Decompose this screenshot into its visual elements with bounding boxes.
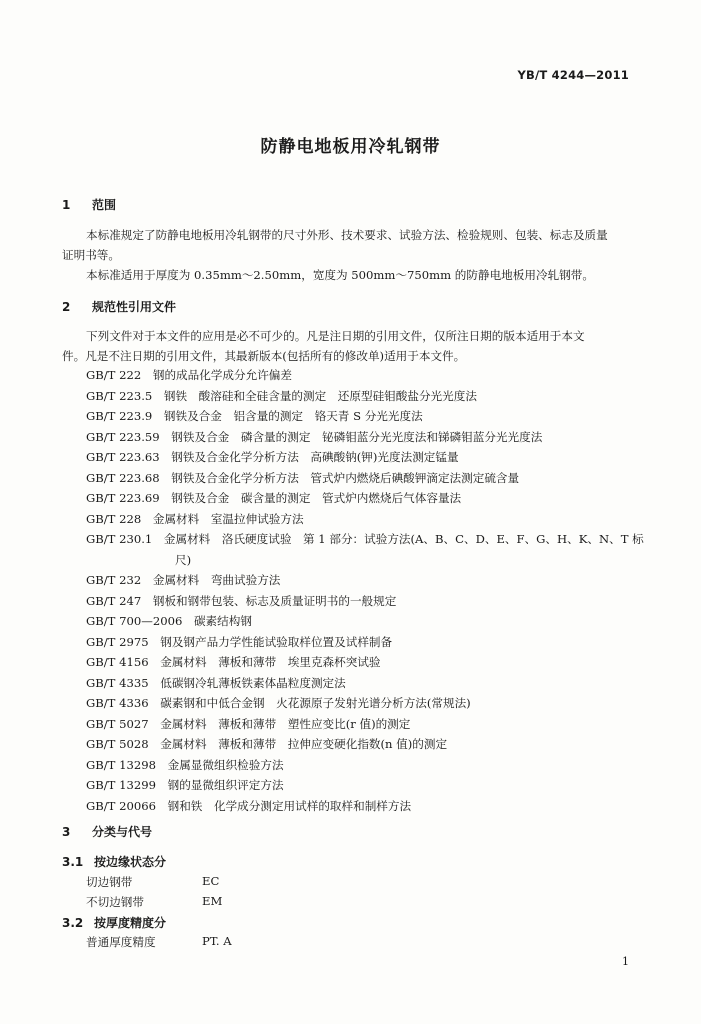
reference-item bbox=[86, 449, 459, 465]
reference-item bbox=[86, 470, 519, 486]
subsection-number: 3.2 bbox=[62, 916, 84, 930]
reference-title: 钢铁及合金 磷含量的测定 铋磷钼蓝分光光度法和锑磷钼蓝分光光度法 bbox=[171, 430, 543, 444]
section-title: 分类与代号 bbox=[92, 825, 153, 839]
reference-title: 钢板和钢带包装、标志及质量证明书的一般规定 bbox=[152, 594, 397, 608]
reference-item bbox=[86, 511, 304, 527]
reference-title: 钢的显微组织评定方法 bbox=[167, 778, 284, 792]
reference-code: GB/T 247 bbox=[86, 594, 142, 608]
reference-title: 钢和铁 化学成分测定用试样的取样和制样方法 bbox=[167, 799, 412, 813]
subsection-number: 3.1 bbox=[62, 855, 84, 869]
reference-title: 钢铁及合金化学分析方法 高碘酸钠(钾)光度法测定锰量 bbox=[171, 450, 459, 464]
classification-code: PT. A bbox=[202, 934, 232, 948]
reference-item bbox=[86, 654, 381, 670]
reference-title: 钢铁及合金 铝含量的测定 铬天青 S 分光光度法 bbox=[163, 409, 423, 423]
section-1-paragraph-2: 本标准适用于厚度为 0.35mm～2.50mm，宽度为 500mm～750mm 的防静电地板用冷轧钢带。 bbox=[86, 268, 594, 282]
section-1-heading bbox=[62, 196, 116, 213]
classification-label: 不切边钢带 bbox=[86, 895, 144, 909]
reference-code: GB/T 2975 bbox=[86, 635, 149, 649]
section-number: 1 bbox=[62, 198, 71, 212]
reference-title: 钢及钢产品力学性能试验取样位置及试样制备 bbox=[160, 635, 393, 649]
reference-item bbox=[86, 429, 542, 445]
reference-title: 金属材料 弯曲试验方法 bbox=[152, 573, 281, 587]
reference-code: GB/T 232 bbox=[86, 573, 142, 587]
reference-code: GB/T 4335 bbox=[86, 676, 149, 690]
section-title: 规范性引用文件 bbox=[92, 300, 177, 314]
reference-code: GB/T 222 bbox=[86, 368, 142, 382]
reference-code: GB/T 228 bbox=[86, 512, 142, 526]
section-1-paragraph-1-line-1: 本标准规定了防静电地板用冷轧钢带的尺寸外形、技术要求、试验方法、检验规则、包装、标志及质量 bbox=[86, 228, 608, 242]
reference-item bbox=[86, 675, 346, 691]
document-title: 防静电地板用冷轧钢带 bbox=[260, 137, 441, 157]
reference-item bbox=[86, 593, 396, 609]
reference-item bbox=[86, 408, 423, 424]
reference-code: GB/T 700—2006 bbox=[86, 614, 183, 628]
classification-code: EC bbox=[202, 874, 220, 888]
reference-title: 金属材料 室温拉伸试验方法 bbox=[152, 512, 304, 526]
reference-code: GB/T 223.9 bbox=[86, 409, 153, 423]
reference-item bbox=[86, 367, 292, 383]
reference-code: GB/T 5028 bbox=[86, 737, 149, 751]
reference-title-continuation: 尺) bbox=[175, 553, 192, 567]
reference-title: 碳素钢和中低合金钢 火花源原子发射光谱分析方法(常规法) bbox=[160, 696, 471, 710]
section-3-heading bbox=[62, 823, 152, 840]
section-2-intro-line-1: 下列文件对于本文件的应用是必不可少的。凡是注日期的引用文件，仅所注日期的版本适用于本文 bbox=[86, 329, 585, 343]
reference-item bbox=[86, 531, 644, 547]
reference-item bbox=[86, 757, 284, 773]
reference-code: GB/T 13298 bbox=[86, 758, 156, 772]
page-number: 1 bbox=[622, 955, 629, 968]
reference-item bbox=[86, 490, 461, 506]
reference-code: GB/T 223.63 bbox=[86, 450, 160, 464]
subsection-title: 按厚度精度分 bbox=[94, 916, 167, 930]
section-title: 范围 bbox=[92, 198, 117, 212]
reference-item bbox=[86, 736, 447, 752]
reference-title: 金属材料 洛氏硬度试验 第 1 部分：试验方法(A、B、C、D、E、F、G、H、K、N、T 标 bbox=[163, 532, 644, 546]
reference-title: 钢铁及合金化学分析方法 管式炉内燃烧后碘酸钾滴定法测定硫含量 bbox=[171, 471, 520, 485]
reference-title: 金属材料 薄板和薄带 埃里克森杯突试验 bbox=[160, 655, 381, 669]
reference-title: 钢铁 酸溶硅和全硅含量的测定 还原型硅钼酸盐分光光度法 bbox=[163, 389, 477, 403]
reference-title: 钢铁及合金 碳含量的测定 管式炉内燃烧后气体容量法 bbox=[171, 491, 462, 505]
reference-item bbox=[86, 798, 411, 814]
section-1-paragraph-1-line-2: 证明书等。 bbox=[62, 248, 120, 262]
subsection-3-2-heading bbox=[62, 914, 166, 931]
reference-title: 碳素结构钢 bbox=[193, 614, 252, 628]
reference-item bbox=[86, 388, 477, 404]
reference-code: GB/T 223.59 bbox=[86, 430, 160, 444]
reference-title: 金属显微组织检验方法 bbox=[167, 758, 284, 772]
reference-code: GB/T 230.1 bbox=[86, 532, 153, 546]
subsection-title: 按边缘状态分 bbox=[94, 855, 167, 869]
reference-title: 钢的成品化学成分允许偏差 bbox=[152, 368, 292, 382]
reference-code: GB/T 223.5 bbox=[86, 389, 153, 403]
reference-code: GB/T 5027 bbox=[86, 717, 149, 731]
reference-title: 金属材料 薄板和薄带 塑性应变比(r 值)的测定 bbox=[160, 717, 411, 731]
reference-item bbox=[86, 634, 392, 650]
classification-label: 普通厚度精度 bbox=[86, 935, 156, 949]
section-number: 3 bbox=[62, 825, 71, 839]
classification-label: 切边钢带 bbox=[86, 875, 133, 889]
reference-item bbox=[86, 777, 284, 793]
classification-code: EM bbox=[202, 894, 223, 908]
reference-item bbox=[86, 572, 280, 588]
reference-item bbox=[86, 695, 471, 711]
subsection-3-1-heading bbox=[62, 853, 166, 870]
reference-code: GB/T 4156 bbox=[86, 655, 149, 669]
reference-code: GB/T 13299 bbox=[86, 778, 156, 792]
reference-code: GB/T 223.68 bbox=[86, 471, 160, 485]
reference-code: GB/T 4336 bbox=[86, 696, 149, 710]
section-2-intro-line-2: 件。凡是不注日期的引用文件，其最新版本(包括所有的修改单)适用于本文件。 bbox=[62, 349, 466, 363]
reference-title: 低碳钢冷轧薄板铁素体晶粒度测定法 bbox=[160, 676, 346, 690]
section-2-heading bbox=[62, 298, 176, 315]
reference-item bbox=[86, 716, 410, 732]
reference-code: GB/T 20066 bbox=[86, 799, 156, 813]
section-number: 2 bbox=[62, 300, 71, 314]
reference-item bbox=[86, 613, 252, 629]
reference-title: 金属材料 薄板和薄带 拉伸应变硬化指数(n 值)的测定 bbox=[160, 737, 448, 751]
standard-code: YB/T 4244—2011 bbox=[517, 68, 629, 82]
reference-code: GB/T 223.69 bbox=[86, 491, 160, 505]
